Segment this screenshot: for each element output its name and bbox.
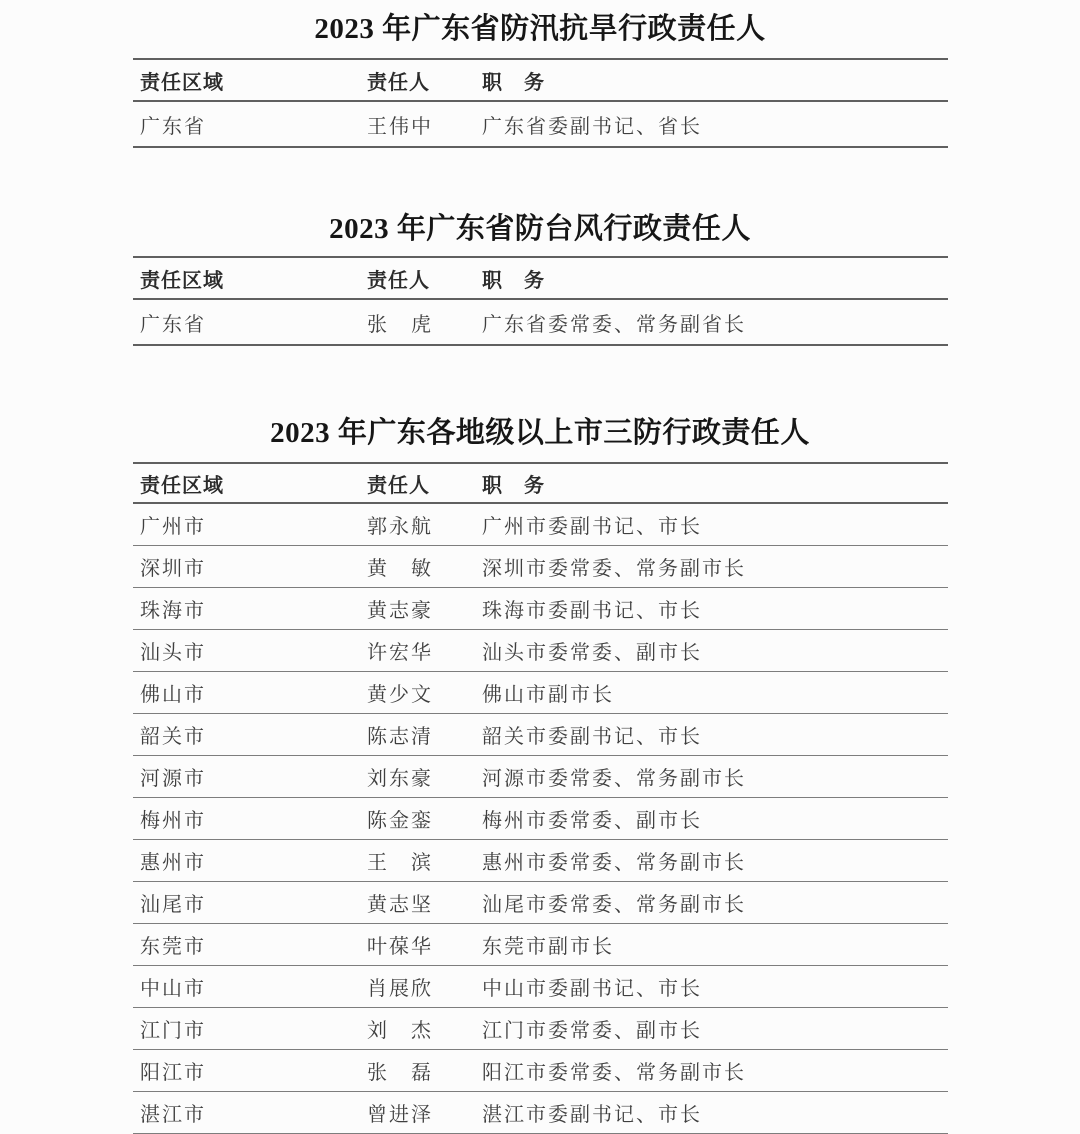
title-cell: 惠州市委常委、常务副市长 [482,840,948,882]
header-cell-region: 责任区域 [133,59,367,101]
header-cell-region: 责任区域 [133,257,367,299]
region-cell: 阳江市 [133,1050,367,1092]
title-cell: 深圳市委常委、常务副市长 [482,546,948,588]
table-title-1: 2023 年广东省防汛抗旱行政责任人 [314,13,766,45]
table-row [133,588,948,630]
title-cell: 阳江市委常委、常务副市长 [482,1050,948,1092]
region-cell: 韶关市 [133,714,367,756]
title-cell: 汕尾市委常委、常务副市长 [482,882,948,924]
table-row [133,798,948,840]
person-cell: 张 虎 [367,299,482,345]
region-cell: 惠州市 [133,840,367,882]
person-cell: 许宏华 [367,630,482,672]
header-cell-person: 责任人 [367,257,482,299]
person-cell: 陈志清 [367,714,482,756]
person-cell: 刘 杰 [367,1008,482,1050]
title-cell: 广东省委副书记、省长 [482,101,948,147]
person-cell: 黄志豪 [367,588,482,630]
person-cell: 黄志坚 [367,882,482,924]
region-cell: 东莞市 [133,924,367,966]
region-cell: 深圳市 [133,546,367,588]
table-row [133,630,948,672]
title-cell: 江门市委常委、副市长 [482,1008,948,1050]
person-cell: 刘东豪 [367,756,482,798]
table-title-3: 2023 年广东各地级以上市三防行政责任人 [270,417,810,449]
title-cell: 广东省委常委、常务副省长 [482,299,948,345]
table-row [133,840,948,882]
table-row [133,1050,948,1092]
tables-root [0,8,1080,1134]
header-row [133,463,948,503]
table-title-2: 2023 年广东省防台风行政责任人 [329,213,751,245]
header-row [133,59,948,101]
region-cell: 珠海市 [133,588,367,630]
person-cell: 肖展欣 [367,966,482,1008]
title-cell: 东莞市副市长 [482,924,948,966]
table-row [133,546,948,588]
table-row [133,1008,948,1050]
region-cell: 广东省 [133,101,367,147]
table-row [133,503,948,546]
region-cell: 河源市 [133,756,367,798]
title-cell: 梅州市委常委、副市长 [482,798,948,840]
header-cell-person: 责任人 [367,463,482,503]
title-cell: 珠海市委副书记、市长 [482,588,948,630]
person-cell: 王 滨 [367,840,482,882]
person-cell: 陈金銮 [367,798,482,840]
table-row [133,924,948,966]
header-cell-title: 职 务 [482,463,948,503]
person-cell: 黄 敏 [367,546,482,588]
region-cell: 湛江市 [133,1092,367,1134]
region-cell: 中山市 [133,966,367,1008]
header-cell-region: 责任区域 [133,463,367,503]
person-cell: 郭永航 [367,503,482,546]
region-cell: 汕尾市 [133,882,367,924]
responsibility-table-2 [133,256,948,346]
title-cell: 中山市委副书记、市长 [482,966,948,1008]
header-cell-person: 责任人 [367,59,482,101]
person-cell: 叶葆华 [367,924,482,966]
person-cell: 张 磊 [367,1050,482,1092]
title-cell: 河源市委常委、常务副市长 [482,756,948,798]
region-cell: 汕头市 [133,630,367,672]
document [0,8,1080,1126]
person-cell: 王伟中 [367,101,482,147]
table-row [133,882,948,924]
title-cell: 湛江市委副书记、市长 [482,1092,948,1134]
header-cell-title: 职 务 [482,59,948,101]
table-row [133,101,948,147]
table-row [133,672,948,714]
region-cell: 江门市 [133,1008,367,1050]
person-cell: 曾进泽 [367,1092,482,1134]
table-row [133,966,948,1008]
responsibility-table-3 [133,462,948,1134]
region-cell: 梅州市 [133,798,367,840]
table-row [133,1092,948,1134]
header-cell-title: 职 务 [482,257,948,299]
responsibility-table-1 [133,58,948,148]
table-row [133,299,948,345]
header-row [133,257,948,299]
person-cell: 黄少文 [367,672,482,714]
region-cell: 广州市 [133,503,367,546]
region-cell: 佛山市 [133,672,367,714]
region-cell: 广东省 [133,299,367,345]
title-cell: 汕头市委常委、副市长 [482,630,948,672]
title-cell: 广州市委副书记、市长 [482,503,948,546]
title-cell: 佛山市副市长 [482,672,948,714]
title-cell: 韶关市委副书记、市长 [482,714,948,756]
table-row [133,756,948,798]
table-row [133,714,948,756]
